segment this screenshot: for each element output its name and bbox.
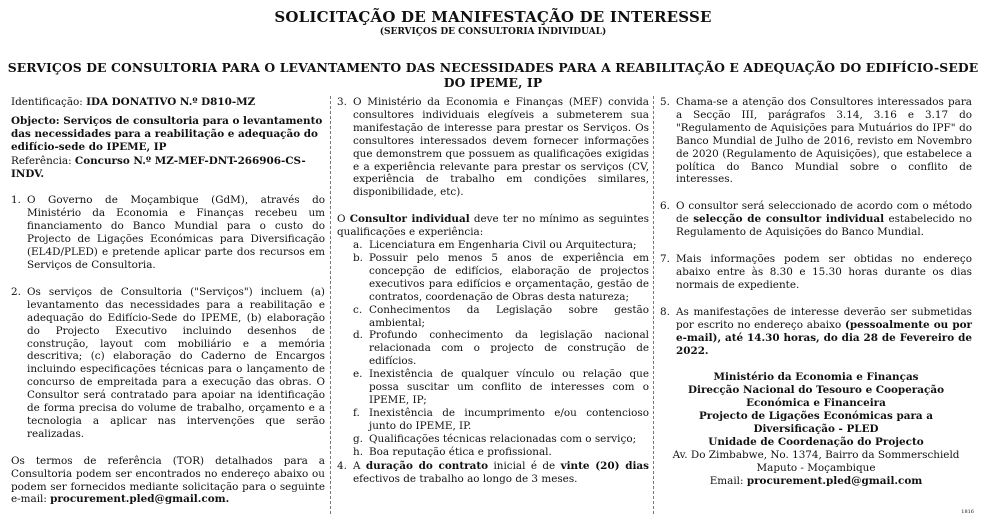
tor-paragraph: Os termos de referência (TOR) detalhados para a Consultoria podem ser encontrados no endereço abaixo ou podem ser fornecidos mediante solicitação para o seguinte e-mail: procurement.pled@gmail.com. [11,454,325,506]
list-item: 1. O Governo de Moçambique (GdM), através do Ministério da Economia e Finanças recebeu um financiamento do Banco Mundial para o custo do Projecto de Ligações Económicas para Diversificação (EL4D/PLED) e pretende aplicar parte dos recursos em Serviços de Consultoria. [11,194,325,271]
main-heading: SERVIÇOS DE CONSULTORIA PARA O LEVANTAMENTO DAS NECESSIDADES PARA A REABILITAÇÃO E ADEQUAÇÃO DO EDIFÍCIO-SEDE DO IPEME, IP [7,60,979,90]
list-item: a. Licenciatura em Engenharia Civil ou Arquitectura; [353,239,637,252]
list-item: g. Qualificações técnicas relacionadas com o serviço; [353,432,637,445]
sig-directorate: Direcção Nacional do Tesouro e Cooperação Económica e Financeira [687,384,944,410]
list-item: 7. Mais informações podem ser obtidas no endereço abaixo entre às 8.30 e 15.30 horas durante os dias normais de expediente. [660,253,972,291]
email-link[interactable]: procurement.pled@gmail.com [746,474,923,487]
address-line: Av. Do Zimbabwe, No. 1374, Bairro da Sommerschield [672,448,960,461]
column-right [660,96,972,488]
column-left [11,96,325,506]
page-subtitle: (SERVIÇOS DE CONSULTORIA INDIVIDUAL) [379,27,607,37]
list-item: b. Possuir pelo menos 5 anos de experiência em concepção de edifícios, elaboração de projectos executivos para edifícios e orçamentação, gestão de contratos, coordenação de Obras desta natureza; [353,251,649,303]
list-item: c. Conhecimentos da Legislação sobre gestão ambiental; [353,303,649,329]
list-item: 5. Chama-se a atenção dos Consultores interessados para a Secção III, parágrafos 3.14, 3.16 e 3.17 do "Regulamento de Aquisições para Mutuários do IPF" do Banco Mundial de Julho de 2016, revisto em Novembro de 2020 (Regulamento de Aquisições), que estabelece a política do Banco Mundial sobre o conflito de interesses. [660,96,972,186]
sig-unit: Unidade de Coordenação do Projecto [708,435,924,448]
reference: Referência: Concurso N.º MZ-MEF-DNT-266906-CS-INDV. [11,154,306,180]
qualifications-list [337,239,649,458]
qualifications-intro: O Consultor individual deve ter no mínimo as seguintes qualificações e experiência: [337,213,649,239]
column-divider-right [653,96,654,514]
page-title: SOLICITAÇÃO DE MANIFESTAÇÃO DE INTERESSE [274,8,712,26]
footer-code: 1816 [961,509,974,515]
identification: Identificação: IDA DONATIVO N.º D810-MZ [11,96,256,108]
tor-email-link[interactable]: procurement.pled@gmail.com. [50,493,230,506]
sig-ministry: Ministério da Economia e Finanças [713,371,919,384]
list-item: h. Boa reputação ética e profissional. [353,445,552,458]
sig-project: Projecto de Ligações Económicas para a Diversificação - PLED [698,410,934,436]
list-item: 8. As manifestações de interesse deverão ser submetidas por escrito no endereço abaixo (pessoalmente ou por e-mail), até 14.30 horas, do dia 28 de Fevereiro de 2022. [660,305,972,357]
object: Objecto: Serviços de consultoria para o levantamento das necessidades para a reabilitação e adequação do edifício-sede do IPEME, IP [11,114,323,153]
list-item: 4. A duração do contrato inicial é de vinte (20) dias efectivos de trabalho ao longo de 3 meses. [337,460,649,486]
column-divider-left [330,96,331,514]
column-middle [337,96,649,486]
signature-block [660,371,972,487]
list-item: d. Profundo conhecimento da legislação nacional relacionada com o projecto de construção de edifícios. [353,329,649,368]
list-item: 2. Os serviços de Consultoria ("Serviços") incluem (a) levantamento das necessidades para a reabilitação e adequação do Edifício-Sede do IPEME, (b) elaboração do Projecto Executivo incluindo desenhos de construção, layout com mobiliário e a memória descritiva; (c) elaboração do Caderno de Encargos incluindo especificações técnicas para o lançamento de concurso de empreitada para a execução das obras. O Consultor será contratado para apoiar na identificação de forma precisa do volume de trabalho, orçamento e a tecnologia a aplicar nas intervenções que serão realizadas. [11,285,325,440]
list-item: f. Inexistência de incumprimento e/ou contencioso junto do IPEME, IP. [353,406,649,432]
contact-email: Email: procurement.pled@gmail.com [709,474,923,487]
list-item: e. Inexistência de qualquer vínculo ou relação que possa suscitar um conflito de interesses com o IPEME, IP; [353,368,649,406]
list-item: 3. O Ministério da Economia e Finanças (MEF) convida consultores individuais elegíveis a submeterem sua manifestação de interesse para prestar os Serviços. Os consultores interessados devem fornecer informações que demonstrem que possuem as qualificações exigidas e a experiência relevante para prestar os serviços (CV, experiência de trabalho em condições similares, disponibilidade, etc). [337,96,649,199]
list-item: 6. O consultor será seleccionado de acordo com o método de selecção de consultor individual estabelecido no Regulamento de Aquisições do Banco Mundial. [660,200,972,239]
address-city: Maputo - Moçambique [756,461,876,474]
